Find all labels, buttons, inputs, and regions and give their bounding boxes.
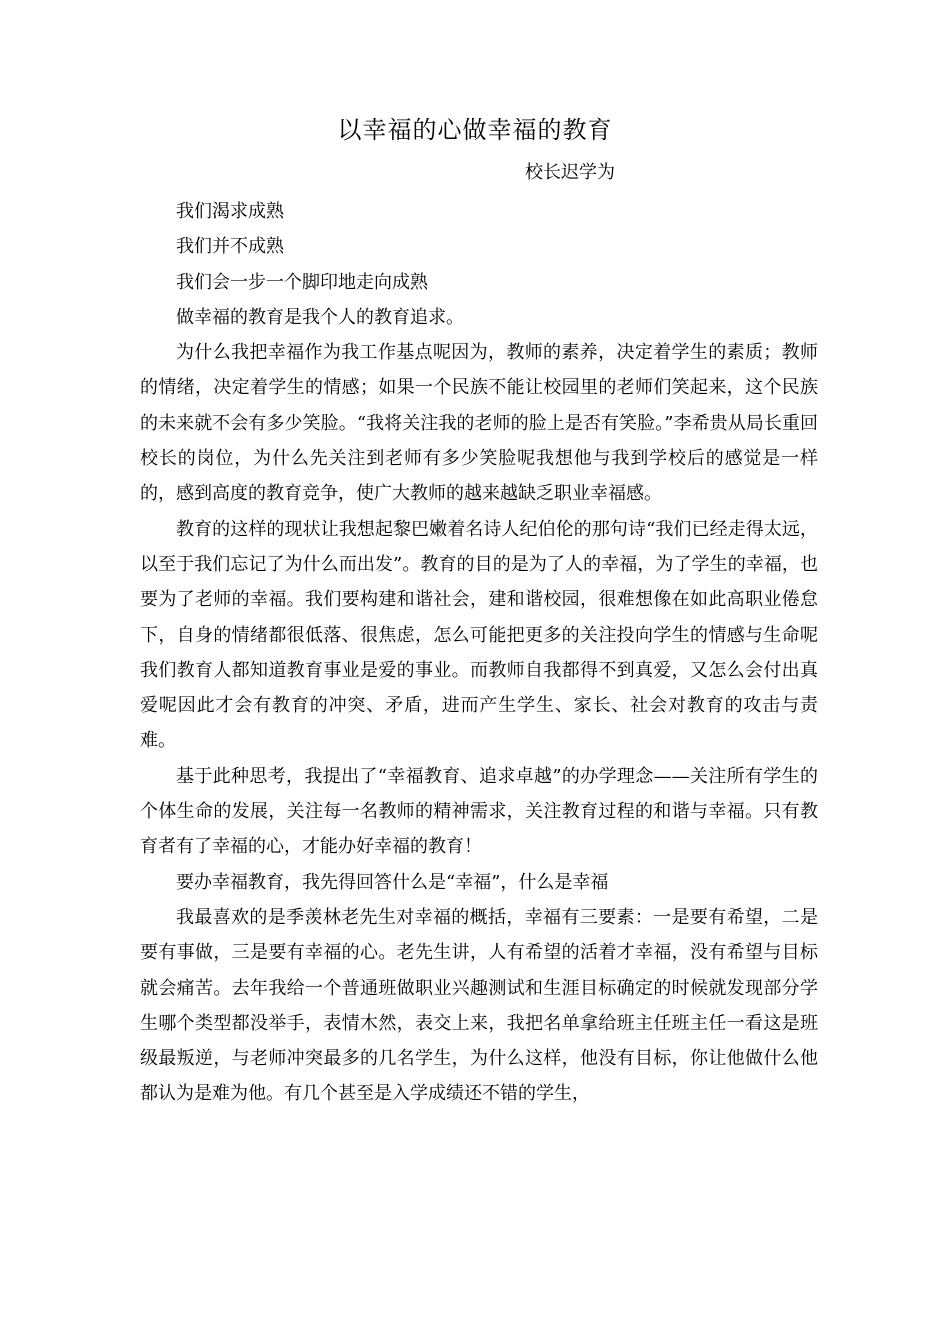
paragraph: 做幸福的教育是我个人的教育追求。 xyxy=(176,306,464,328)
paragraph: 基于此种思考，我提出了“幸福教育、追求卓越”的办学理念——关注所有学生的个体生命的发展，关注每一名教师的精神需求，关注教育过程的和谐与幸福。只有教育者有了幸福的心，才能办好幸福的教育！ xyxy=(140,765,818,858)
paragraph: 为什么我把幸福作为我工作基点呢因为，教师的素养，决定着学生的素质；教师的情绪，决定着学生的情感；如果一个民族不能让校园里的老师们笑起来，这个民族的未来就不会有多少笑脸。“我将关注我的老师的脸上是否有笑脸。”李希贵从局长重回校长的岗位，为什么先关注到老师有多少笑脸呢我想他与我到学校后的感觉是一样的，感到高度的教育竞争，使广大教师的越来越缺乏职业幸福感。 xyxy=(140,342,818,505)
document-author: 校长迟学为 xyxy=(525,162,615,183)
paragraph: 我们渴求成熟 xyxy=(176,201,284,222)
document-title: 以幸福的心做幸福的教育 xyxy=(337,116,613,144)
document-body xyxy=(140,194,818,1112)
paragraph: 我们会一步一个脚印地走向成熟 xyxy=(176,271,428,293)
paragraph: 要办幸福教育，我先得回答什么是“幸福”，什么是幸福 xyxy=(176,871,609,893)
paragraph: 我最喜欢的是季羡林老先生对幸福的概括，幸福有三要素：一是要有希望，二是要有事做，三是要有幸福的心。老先生讲，人有希望的活着才幸福，没有希望与目标就会痛苦。去年我给一个普通班做职业兴趣测试和生涯目标确定的时候就发现部分学生哪个类型都没举手，表情木然，表交上来，我把名单拿给班主任班主任一看这是班级最叛逆，与老师冲突最多的几名学生，为什么这样，他没有目标，你让他做什么他都认为是难为他。有几个甚至是入学成绩还不错的学生， xyxy=(140,906,818,1105)
paragraph: 教育的这样的现状让我想起黎巴嫩着名诗人纪伯伦的那句诗“我们已经走得太远，以至于我们忘记了为什么而出发”。教育的目的是为了人的幸福，为了学生的幸福，也要为了老师的幸福。我们要构建和谐社会，建和谐校园，很难想像在如此高职业倦怠下，自身的情绪都很低落、很焦虑，怎么可能把更多的关注投向学生的情感与生命呢我们教育人都知道教育事业是爱的事业。而教师自我都得不到真爱，又怎么会付出真爱呢因此才会有教育的冲突、矛盾，进而产生学生、家长、社会对教育的攻击与责难。 xyxy=(140,518,818,752)
paragraph: 我们并不成熟 xyxy=(176,236,284,258)
